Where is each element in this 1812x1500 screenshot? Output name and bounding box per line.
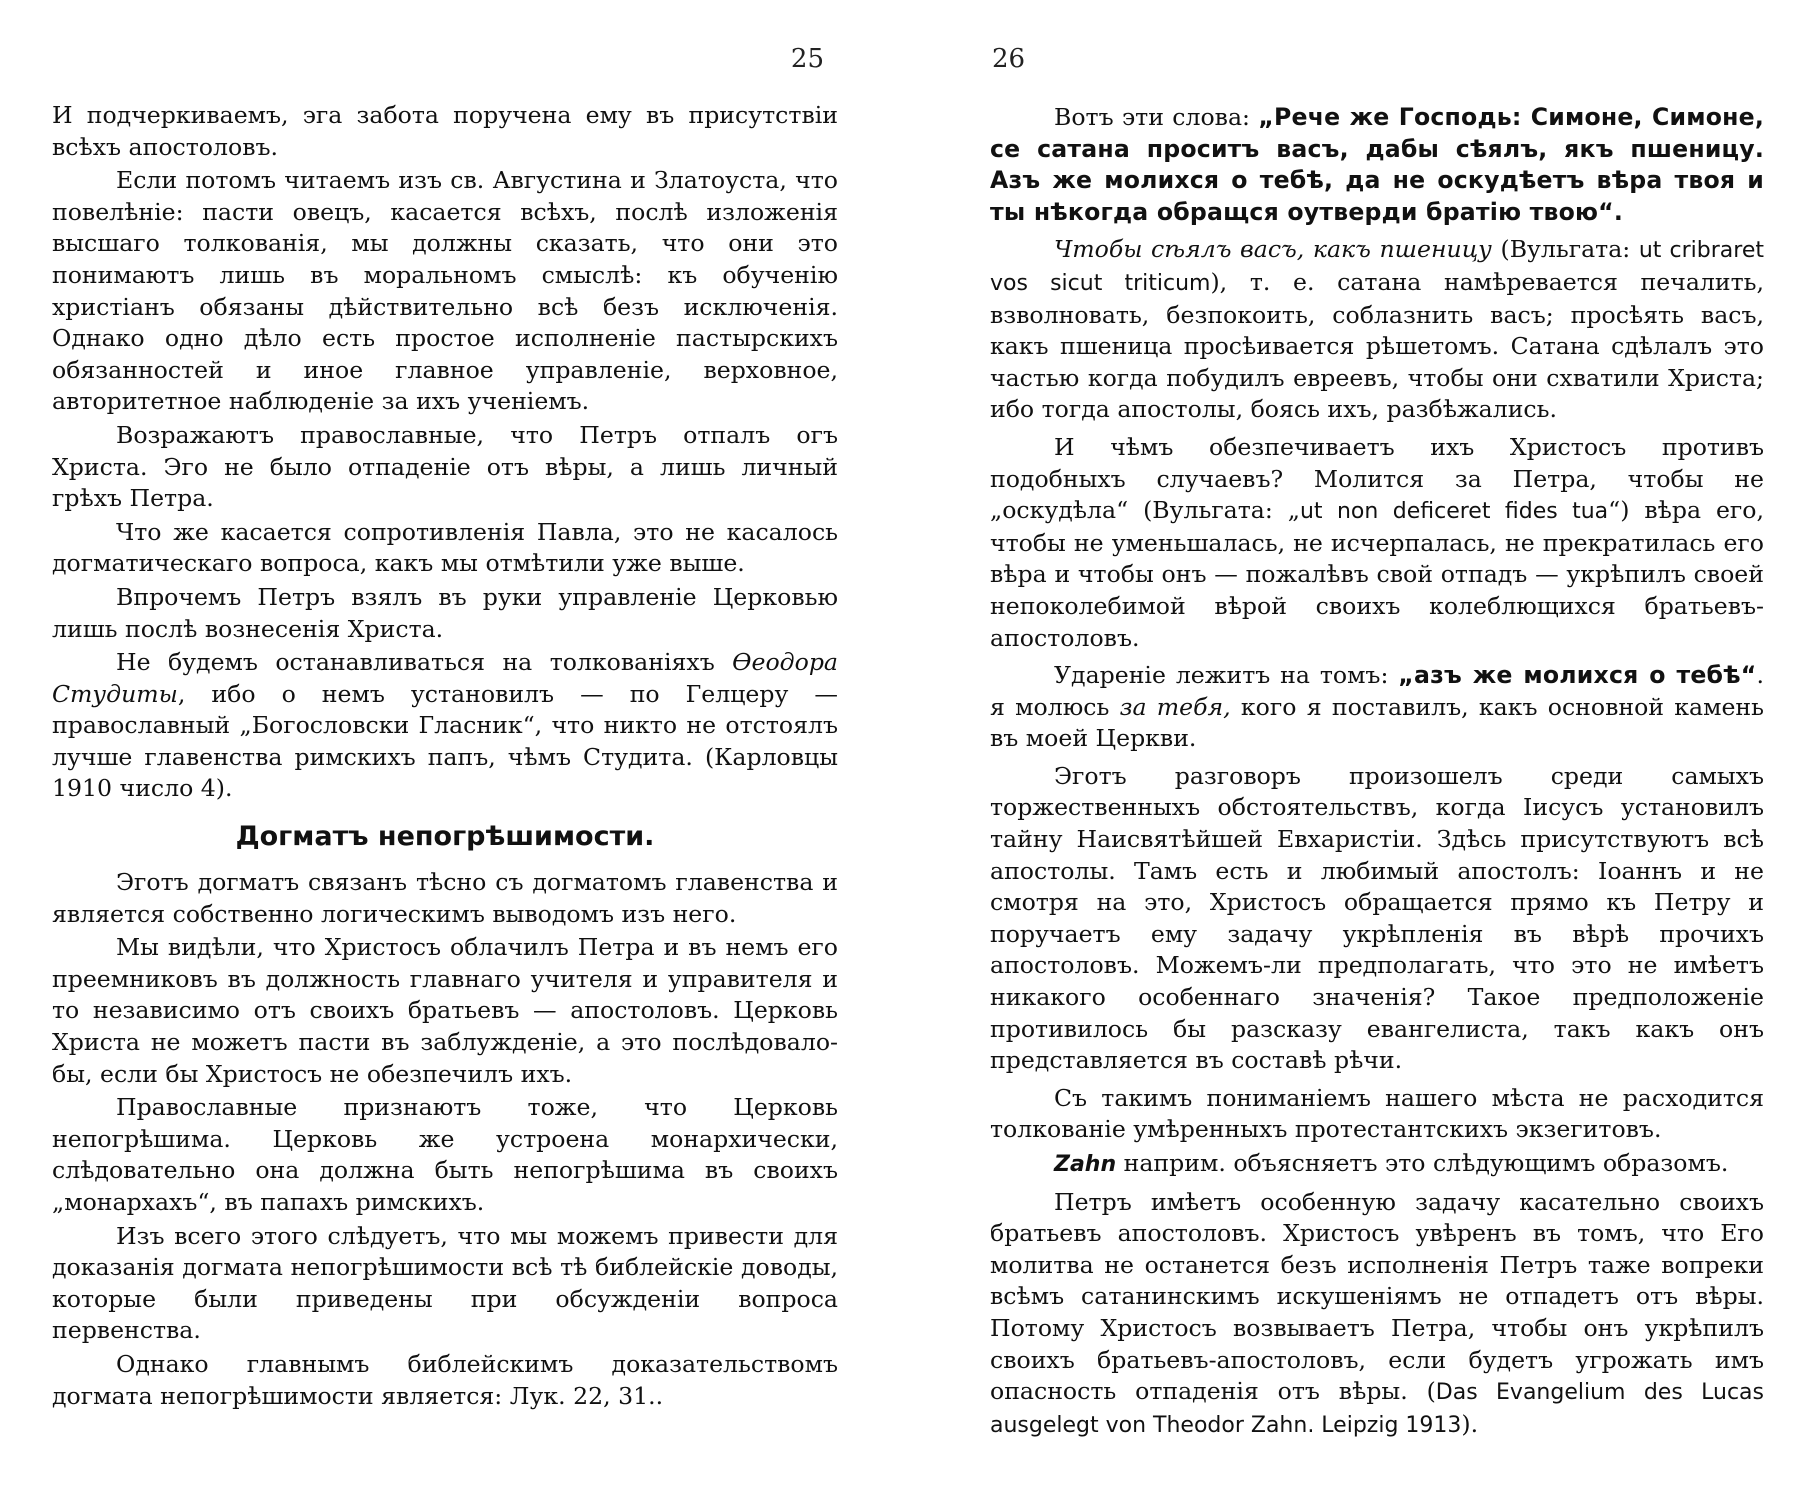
italic-phrase: Чтобы сѣялъ васъ, какъ пшеницу	[1054, 235, 1492, 264]
text-run: , ибо о немъ установилъ — по Гелцеру — православный „Богословски Гласник“, что никто не отстоялъ лучше главенства римскихъ папъ, чѣмъ Студита. (Карловцы 1910 число 4).	[52, 679, 838, 803]
paragraph	[52, 647, 838, 805]
page-body	[990, 102, 1764, 1443]
paragraph: Впрочемъ Петръ взялъ въ руки управленіе Церковью лишь послѣ вознесенія Христа.	[52, 582, 838, 643]
section-heading: Догматъ непогрѣшимости.	[235, 821, 655, 853]
text-run: “) вѣра его, чтобы не уменьшалась, не исчерпалась, не прекратилась его вѣра и чтобы онъ — пожалѣвъ свой отпадъ — укрѣпилъ своей непоколебимой вѣрой своихъ колеблющихся братьевъ-апостоловъ.	[990, 496, 1764, 652]
paragraph: Мы видѣли, что Христосъ облачилъ Петра и въ немъ его преемниковъ въ должность главнаго учителя и управителя и то независимо отъ своихъ братьевъ — апостоловъ. Церковь Христа не можетъ пасти въ заблужденіе, а это послѣдовало-бы, если бы Христосъ не обезпечилъ ихъ.	[52, 933, 838, 1088]
italic-phrase: за тебя,	[1119, 692, 1231, 721]
paragraph: Что же касается сопротивленія Павла, это не касалось догматическаго вопроса, какъ мы отмѣтили уже выше.	[52, 517, 838, 578]
latin-quote: ut non deficeret fides tua	[1299, 499, 1609, 525]
paragraph	[990, 102, 1764, 228]
text-run: И чѣмъ обезпечиваетъ ихъ Христосъ противъ подобныхъ случаевъ? Молится за Петра, чтобы не „оскудѣла“ (Вульгата: „	[990, 432, 1764, 525]
text-run: ).	[1461, 1409, 1479, 1438]
paragraph: Изъ всего этого слѣдуетъ, что мы можемъ привести для доказанія догмата непогрѣшимости всѣ тѣ библейскіе доводы, которые были приведены при обсужденіи вопроса первенства.	[52, 1221, 838, 1345]
text-run: Петръ имѣетъ особенную задачу касательно своихъ братьевъ апостоловъ. Христосъ увѣренъ въ томъ, что Его молитва не останется безъ исполненія Петръ таже вопреки всѣмъ сатанинскимъ искушеніямъ не отпадетъ отъ вѣры. Потому Христосъ возвываетъ Петра, чтобы онъ укрѣпилъ своихъ братьевъ-апостоловъ, если будетъ угрожать имъ опасность отпаденія отъ вѣры. (	[990, 1187, 1764, 1406]
text-run: (Вульгата:	[1491, 235, 1639, 264]
paragraph: Съ такимъ пониманіемъ нашего мѣста не расходится толкованіе умѣренныхъ протестантскихъ экзегитовъ.	[990, 1083, 1764, 1144]
text-run: наприм. объясняетъ это слѣдующимъ образомъ.	[1116, 1149, 1729, 1177]
italic-name: Өеодора Студиты	[52, 648, 838, 708]
paragraph: Эготъ догматъ связанъ тѣсно съ догматомъ главенства и является собственно логическимъ выводомъ изъ него.	[52, 868, 838, 928]
text-run: ), т. е. сатана намѣревается печалить, взволновать, безпокоить, соблазнить васъ; просѣять васъ, какъ пшеница просѣивается рѣшетомъ. Сатана сдѣлалъ это частью когда побудилъ евреевъ, чтобы они схватили Христа; ибо тогда апостолы, боясь ихъ, разбѣжались.	[990, 267, 1764, 424]
text-run: Не будемъ останавливаться на толкованіяхъ	[116, 648, 733, 677]
page-number: 25	[790, 44, 824, 74]
text-run: Вотъ эти слова:	[1054, 103, 1259, 131]
left-page	[40, 0, 846, 1500]
page-body	[52, 100, 838, 1414]
paragraph: Если потомъ читаемъ изъ св. Августина и Златоуста, что повелѣніе: пасти овецъ, касается всѣхъ, послѣ изложенія высшаго толкованія, мы должны сказать, что они это понимаютъ лишь въ моральномъ смыслѣ: къ обученію христіанъ обязаны дѣйствительно всѣ безъ исключенія. Однако одно дѣло есть простое исполненіе пастырскихъ обязанностей и иное главное управленіе, верховное, авторитетное наблюденіе за ихъ ученіемъ.	[52, 166, 838, 416]
paragraph: Возражаютъ православные, что Петръ отпалъ огъ Христа. Эго не было отпаденіе отъ вѣры, а лишь личный грѣхъ Петра.	[52, 420, 838, 513]
author-name: Zahn	[1054, 1152, 1117, 1177]
citation: Das Evangelium des Lucas ausgelegt von Theodor Zahn. Leipzig 1913	[990, 1380, 1765, 1438]
text-run: кого я поставилъ, какъ основной камень въ моей Церкви.	[990, 692, 1764, 753]
text-run: Удареніе лежитъ на томъ:	[1054, 661, 1399, 690]
paragraph	[990, 660, 1764, 755]
paragraph	[990, 1187, 1764, 1442]
slavonic-quote: „азъ же молихся о тебѣ“	[1398, 661, 1757, 690]
paragraph: Однако главнымъ библейскимъ доказательствомъ догмата непогрѣшимости является: Лук. 22, 31..	[52, 1349, 838, 1410]
paragraph: Православные признаютъ тоже, что Церковь непогрѣшима. Церковь же устроена монархически, слѣдовательно она должна быть непогрѣшима въ своихъ „монархахъ“, въ папахъ римскихъ.	[52, 1093, 838, 1216]
right-page	[978, 0, 1772, 1500]
paragraph	[990, 234, 1764, 426]
paragraph: И подчеркиваемъ, эга забота поручена ему въ присутствіи всѣхъ апостоловъ.	[52, 101, 838, 161]
paragraph: Эготъ разговоръ произошелъ среди самыхъ торжественныхъ обстоятельствъ, когда Іисусъ установилъ тайну Наисвятѣйшей Евхаристіи. Здѣсь присутствуютъ всѣ апостолы. Тамъ есть и любимый апостолъ: Іоаннъ и не смотря на это, Христосъ обращается прямо къ Петру и поручаетъ ему задачу укрѣпленія въ вѣрѣ прочихъ апостоловъ. Можемъ-ли предполагать, что это не имѣетъ никакого особеннаго значенія? Такое предположеніе противилось бы разсказу евангелиста, такъ какъ онъ представляется въ составѣ рѣчи.	[990, 761, 1764, 1075]
slavonic-quote: „Рече же Господь: Симоне, Симоне, се сатана проситъ васъ, дабы сѣялъ, якъ пшеницу. Азъ же молихся о тебѣ, да не оскудѣетъ вѣра твоя и ты нѣкогда обращся оутверди братію твою“.	[990, 103, 1764, 226]
latin-quote: ut cribraret vos sicut triticum	[990, 238, 1764, 296]
paragraph	[990, 1148, 1764, 1181]
paragraph	[990, 432, 1764, 654]
text-run: . я молюсь	[990, 661, 1764, 721]
page-number: 26	[992, 44, 1026, 74]
